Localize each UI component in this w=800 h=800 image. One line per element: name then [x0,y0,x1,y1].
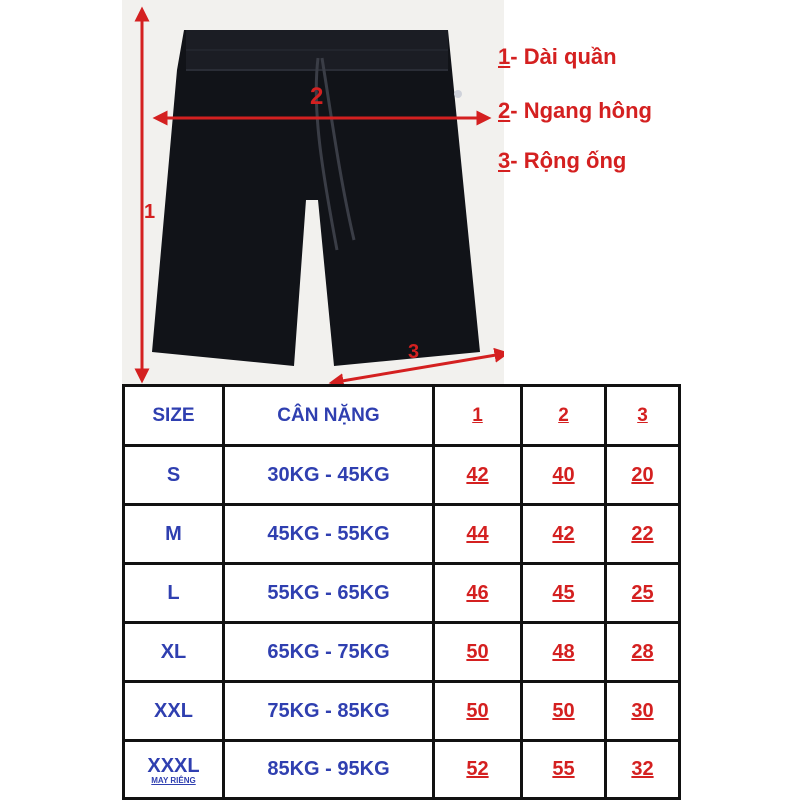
leg-opening-cell: 22 [606,505,680,564]
leg-opening-cell: 30 [606,682,680,741]
weight-cell: 30KG - 45KG [224,446,434,505]
length-cell: 44 [434,505,522,564]
size-chart-table [122,384,681,800]
table-row [124,682,680,741]
table-row [124,623,680,682]
table-row [124,446,680,505]
legend-label: - Rộng ống [510,148,627,173]
weight-cell: 55KG - 65KG [224,564,434,623]
size-cell: M [124,505,224,564]
legend-label: - Ngang hông [510,98,652,123]
length-cell: 52 [434,741,522,799]
size-cell: S [124,446,224,505]
header-measure-1: 1 [434,386,522,446]
legend-number: 2 [498,98,511,123]
legend-item-leg-opening [498,148,626,174]
weight-cell: 85KG - 95KG [224,741,434,799]
header-weight: CÂN NẶNG [224,386,434,446]
length-cell: 50 [434,682,522,741]
hip-cell: 55 [522,741,606,799]
leg-opening-cell: 20 [606,446,680,505]
size-cell: L [124,564,224,623]
legend-label: - Dài quần [510,44,617,69]
header-size: SIZE [124,386,224,446]
product-photo-area [0,0,800,384]
marker-2: 2 [310,83,324,110]
length-cell: 50 [434,623,522,682]
marker-1: 1 [144,201,156,223]
hip-cell: 45 [522,564,606,623]
legend-item-length [498,44,617,70]
table-row [124,564,680,623]
marker-3: 3 [408,341,420,363]
shorts-photo [122,0,504,384]
header-measure-2: 2 [522,386,606,446]
table-row [124,505,680,564]
length-cell: 46 [434,564,522,623]
hip-cell: 50 [522,682,606,741]
header-measure-3: 3 [606,386,680,446]
table-row [124,741,680,799]
legend-number: 3 [498,148,511,173]
custom-made-note: MAY RIÊNG [151,775,196,785]
weight-cell: 65KG - 75KG [224,623,434,682]
table-header-row [124,386,680,446]
hip-cell: 42 [522,505,606,564]
weight-cell: 75KG - 85KG [224,682,434,741]
hip-cell: 40 [522,446,606,505]
size-cell: XL [124,623,224,682]
legend-number: 1 [498,44,511,69]
size-cell: XXL [124,682,224,741]
leg-opening-cell: 28 [606,623,680,682]
size-cell [124,741,224,799]
leg-opening-cell: 25 [606,564,680,623]
legend-item-hip [498,98,652,124]
size-label: XXXL [147,754,200,777]
shorts-illustration [122,0,504,384]
hip-cell: 48 [522,623,606,682]
weight-cell: 45KG - 55KG [224,505,434,564]
leg-opening-cell: 32 [606,741,680,799]
length-cell: 42 [434,446,522,505]
